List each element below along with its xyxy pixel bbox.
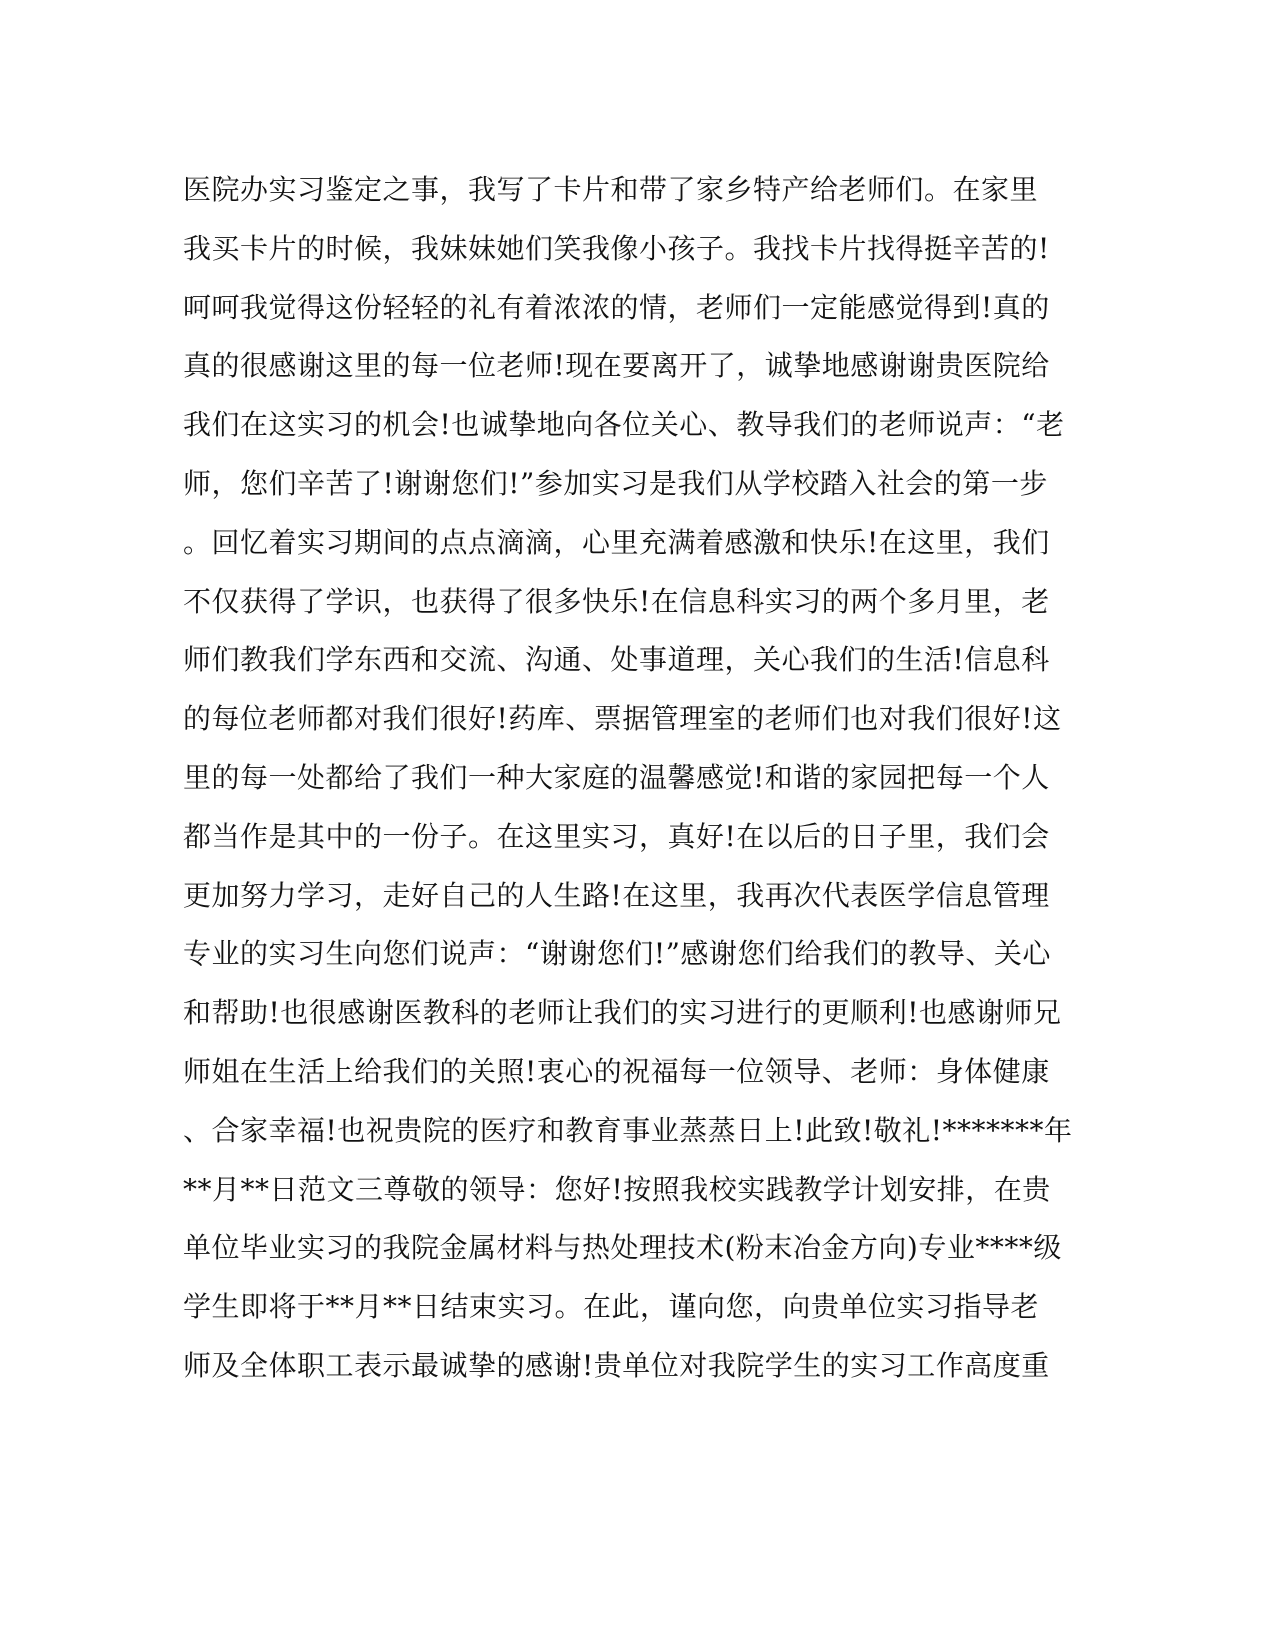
text-line: 的每位老师都对我们很好!药库、票据管理室的老师们也对我们很好!这 bbox=[183, 702, 1062, 736]
text-line: 里的每一处都给了我们一种大家庭的温馨感觉!和谐的家园把每一个人 bbox=[183, 760, 1050, 794]
text-line: 。回忆着实习期间的点点滴滴，心里充满着感激和快乐!在这里，我们 bbox=[183, 525, 1050, 559]
text-line: 学生即将于**月**日结束实习。在此，谨向您，向贵单位实习指导老 bbox=[183, 1290, 1040, 1324]
text-line: 单位毕业实习的我院金属材料与热处理技术(粉末冶金方向)专业****级 bbox=[183, 1231, 1062, 1265]
text-line: 师们教我们学东西和交流、沟通、处事道理，关心我们的生活!信息科 bbox=[183, 643, 1050, 677]
text-line: 真的很感谢这里的每一位老师!现在要离开了，诚挚地感谢谢贵医院给 bbox=[183, 349, 1050, 383]
text-line: 不仅获得了学识，也获得了很多快乐!在信息科实习的两个多月里，老 bbox=[183, 584, 1050, 618]
text-line: **月**日范文三尊敬的领导：您好!按照我校实践教学计划安排，在贵 bbox=[183, 1172, 1051, 1206]
text-line: 呵呵我觉得这份轻轻的礼有着浓浓的情，老师们一定能感觉得到!真的 bbox=[183, 290, 1050, 324]
text-line: 和帮助!也很感谢医教科的老师让我们的实习进行的更顺利!也感谢师兄 bbox=[183, 996, 1062, 1030]
text-line: 专业的实习生向您们说声：“谢谢您们!”感谢您们给我们的教导、关心 bbox=[183, 937, 1051, 971]
text-line: 师及全体职工表示最诚挚的感谢!贵单位对我院学生的实习工作高度重 bbox=[183, 1348, 1050, 1382]
body-text bbox=[183, 161, 1073, 1396]
text-line: 、合家幸福!也祝贵院的医疗和教育事业蒸蒸日上!此致!敬礼!*******年 bbox=[183, 1113, 1073, 1147]
text-line: 我们在这实习的机会!也诚挚地向各位关心、教导我们的老师说声：“老 bbox=[183, 408, 1065, 442]
text-line: 医院办实习鉴定之事，我写了卡片和带了家乡特产给老师们。在家里 bbox=[183, 173, 1039, 206]
text-line: 我买卡片的时候，我妹妹她们笑我像小孩子。我找卡片找得挺辛苦的! bbox=[183, 231, 1050, 265]
text-line: 更加努力学习，走好自己的人生路!在这里，我再次代表医学信息管理 bbox=[183, 878, 1050, 912]
text-line: 都当作是其中的一份子。在这里实习，真好!在以后的日子里，我们会 bbox=[183, 819, 1050, 853]
text-line: 师，您们辛苦了!谢谢您们!”参加实习是我们从学校踏入社会的第一步 bbox=[183, 466, 1048, 500]
text-line: 师姐在生活上给我们的关照!衷心的祝福每一位领导、老师：身体健康 bbox=[183, 1054, 1050, 1088]
